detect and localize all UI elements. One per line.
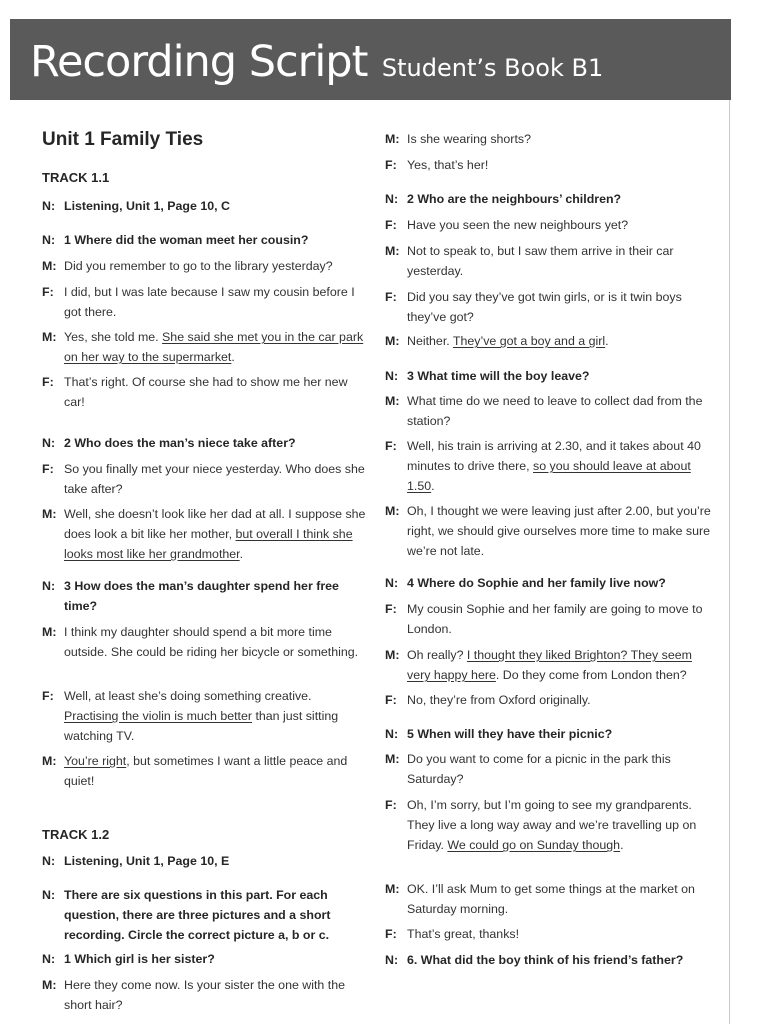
text-segment: Did you remember to go to the library yesterday? [64, 259, 333, 273]
speaker-label: M: [385, 648, 400, 662]
line-text [64, 885, 368, 945]
text-segment: . [620, 838, 624, 852]
line-text [64, 622, 368, 662]
question-line [385, 950, 715, 970]
dialogue-line [42, 751, 368, 791]
line-text [407, 436, 715, 496]
line-text [64, 433, 368, 453]
speaker-label: N: [42, 579, 56, 593]
speaker-label: M: [42, 754, 57, 768]
page-subtitle: Student’s Book B1 [381, 54, 604, 82]
underlined-answer: We could go on Sunday though [447, 838, 621, 852]
speaker-label: F: [385, 290, 397, 304]
text-segment: Neither. [407, 334, 453, 348]
header-banner [10, 19, 731, 100]
dialogue-line [385, 795, 715, 855]
line-text [407, 573, 715, 593]
question-line [385, 573, 715, 593]
dialogue-line [385, 501, 715, 561]
text-segment: 6. What did the boy think of his friend’s father? [407, 953, 684, 967]
text-segment: . Do they come from London then? [495, 668, 687, 682]
track-label: TRACK 1.1 [42, 170, 110, 185]
text-segment: . [605, 334, 609, 348]
text-segment: Oh, I thought we were leaving just after 2.00, but you’re right, we should give ourselves more time to make sure we’re not late. [407, 504, 711, 558]
line-text [407, 950, 715, 970]
text-segment: Have you seen the new neighbours yet? [407, 218, 629, 232]
question-line [42, 576, 368, 616]
speaker-label: M: [42, 625, 57, 639]
speaker-label: F: [385, 602, 397, 616]
line-text [407, 749, 715, 789]
line-text [407, 287, 715, 327]
speaker-label: M: [385, 132, 400, 146]
line-text [407, 215, 715, 235]
line-text [407, 241, 715, 281]
speaker-label: N: [42, 952, 56, 966]
dialogue-line [385, 599, 715, 639]
dialogue-line [385, 391, 715, 431]
line-text [407, 331, 715, 351]
text-segment: I think my daughter should spend a bit more time outside. She could be riding her bicycle or something. [64, 625, 359, 659]
dialogue-line [42, 372, 368, 412]
line-text [64, 851, 368, 871]
speaker-label: F: [42, 375, 54, 389]
speaker-label: N: [42, 233, 56, 247]
dialogue-line [385, 924, 715, 944]
text-segment: I did, but I was late because I saw my cousin before I got there. [64, 285, 355, 319]
dialogue-line [42, 975, 368, 1015]
line-text [407, 645, 715, 685]
question-line [42, 230, 368, 250]
underlined-answer: They’ve got a boy and a girl [452, 334, 606, 348]
line-text [407, 599, 715, 639]
text-segment: 3 What time will the boy leave? [407, 369, 590, 383]
text-segment: My cousin Sophie and her family are going to move to London. [407, 602, 703, 636]
speaker-label: M: [42, 978, 57, 992]
question-line [385, 366, 715, 386]
speaker-label: N: [385, 576, 399, 590]
dialogue-line [385, 287, 715, 327]
dialogue-line [42, 256, 368, 276]
dialogue-line [42, 327, 368, 367]
question-line [385, 724, 715, 744]
line-text [64, 282, 368, 322]
text-segment: Is she wearing shorts? [407, 132, 531, 146]
page-edge-rule [729, 100, 730, 1024]
text-segment: 2 Who does the man’s niece take after? [64, 436, 296, 450]
underlined-answer: Practising the violin is much better [64, 709, 253, 723]
line-text [407, 366, 715, 386]
line-text [64, 196, 368, 216]
text-segment: Not to speak to, but I saw them arrive in their car yesterday. [407, 244, 674, 278]
dialogue-line [385, 331, 715, 351]
dialogue-line [385, 645, 715, 685]
speaker-label: N: [385, 953, 399, 967]
text-segment: 3 How does the man’s daughter spend her free time? [64, 579, 339, 613]
line-text [407, 690, 715, 710]
line-text [64, 576, 368, 616]
speaker-label: F: [42, 462, 54, 476]
line-text [64, 949, 368, 969]
speaker-label: N: [385, 727, 399, 741]
speaker-label: M: [42, 259, 57, 273]
question-line [42, 196, 368, 216]
text-segment: So you finally met your niece yesterday. Who does she take after? [64, 462, 365, 496]
speaker-label: M: [42, 330, 57, 344]
underlined-answer: so you should leave at about 1.50 [407, 459, 691, 493]
speaker-label: M: [385, 334, 400, 348]
dialogue-line [385, 241, 715, 281]
speaker-label: F: [385, 693, 397, 707]
speaker-label: M: [42, 507, 57, 521]
speaker-label: N: [42, 436, 56, 450]
line-text [407, 129, 715, 149]
speaker-label: N: [42, 199, 56, 213]
speaker-label: F: [385, 439, 397, 453]
text-segment: . [231, 350, 235, 364]
line-text [407, 879, 715, 919]
line-text [407, 501, 715, 561]
text-segment: Yes, she told me. [64, 330, 163, 344]
line-text [64, 327, 368, 367]
speaker-label: M: [385, 244, 400, 258]
text-segment: Listening, Unit 1, Page 10, C [64, 199, 230, 213]
speaker-label: F: [42, 285, 54, 299]
speaker-label: N: [385, 369, 399, 383]
dialogue-line [42, 622, 368, 662]
dialogue-line [385, 155, 715, 175]
speaker-label: F: [385, 927, 397, 941]
dialogue-line [42, 282, 368, 322]
speaker-label: F: [385, 798, 397, 812]
question-line [42, 433, 368, 453]
underlined-answer: I thought they liked Brighton? They seem very happy here [407, 648, 692, 682]
line-text [64, 256, 368, 276]
speaker-label: M: [385, 504, 400, 518]
line-text [407, 924, 715, 944]
text-segment: That’s great, thanks! [407, 927, 520, 941]
text-segment: Listening, Unit 1, Page 10, E [64, 854, 230, 868]
text-segment: Well, his train is arriving at 2.30, and it takes about 40 minutes to drive there, [407, 439, 701, 473]
speaker-label: F: [385, 158, 397, 172]
text-segment: Yes, that’s her! [407, 158, 489, 172]
dialogue-line [385, 436, 715, 496]
unit-heading: Unit 1 Family Ties [42, 129, 204, 150]
dialogue-line [42, 504, 368, 564]
question-line [42, 851, 368, 871]
text-segment: 5 When will they have their picnic? [407, 727, 613, 741]
line-text [64, 230, 368, 250]
track-label: TRACK 1.2 [42, 827, 110, 842]
line-text [407, 795, 715, 855]
line-text [64, 372, 368, 412]
question-line [385, 189, 715, 209]
text-segment: Here they come now. Is your sister the one with the short hair? [64, 978, 345, 1012]
text-segment: than just sitting watching TV. [64, 709, 339, 743]
text-segment: 4 Where do Sophie and her family live now? [407, 576, 666, 590]
line-text [64, 751, 368, 791]
line-text [64, 686, 368, 746]
text-segment: . [239, 547, 244, 561]
speaker-label: F: [42, 689, 54, 703]
speaker-label: N: [385, 192, 399, 206]
text-segment: , but sometimes I want a little peace and quiet! [64, 754, 348, 788]
text-segment: 1 Where did the woman meet her cousin? [64, 233, 309, 247]
text-segment: That’s right. Of course she had to show me her new car! [64, 375, 348, 409]
underlined-answer: but overall I think she looks most like her grandmother [64, 527, 353, 561]
dialogue-line [385, 129, 715, 149]
speaker-label: N: [42, 854, 56, 868]
page-title: Recording Script [30, 37, 368, 87]
line-text [407, 189, 715, 209]
line-text [407, 391, 715, 431]
text-segment: Well, at least she’s doing something creative. [64, 689, 312, 703]
question-line [42, 885, 368, 945]
underlined-answer: You’re right [64, 754, 127, 768]
text-segment: Oh really? [407, 648, 467, 662]
speaker-label: M: [385, 882, 400, 896]
line-text [64, 975, 368, 1015]
text-segment: Did you say they’ve got twin girls, or is it twin boys they’ve got? [407, 290, 682, 324]
speaker-label: N: [42, 888, 56, 902]
underlined-answer: She said she met you in the car park on her way to the supermarket [64, 330, 364, 364]
line-text [407, 155, 715, 175]
question-line [42, 949, 368, 969]
dialogue-line [385, 879, 715, 919]
line-text [407, 724, 715, 744]
dialogue-line [42, 686, 368, 746]
speaker-label: M: [385, 752, 400, 766]
text-segment: . [431, 479, 435, 493]
speaker-label: M: [385, 394, 400, 408]
line-text [64, 504, 368, 564]
text-segment: No, they’re from Oxford originally. [407, 693, 591, 707]
dialogue-line [42, 459, 368, 499]
text-segment: 1 Which girl is her sister? [64, 952, 215, 966]
text-segment: What time do we need to leave to collect dad from the station? [407, 394, 703, 428]
dialogue-line [385, 690, 715, 710]
line-text [64, 459, 368, 499]
text-segment: There are six questions in this part. For each question, there are three pictures and a short recording. Circle the correct picture a, b or c. [64, 888, 331, 942]
text-segment: Oh, I’m sorry, but I’m going to see my grandparents. They live a long way away and we’re travelling up on Friday. [407, 798, 697, 852]
dialogue-line [385, 215, 715, 235]
text-segment: Well, she doesn’t look like her dad at all. I suppose she does look a bit like her mother, [64, 507, 366, 541]
dialogue-line [385, 749, 715, 789]
text-segment: 2 Who are the neighbours’ children? [407, 192, 622, 206]
speaker-label: F: [385, 218, 397, 232]
text-segment: OK. I’ll ask Mum to get some things at the market on Saturday morning. [407, 882, 695, 916]
text-segment: Do you want to come for a picnic in the park this Saturday? [407, 752, 671, 786]
